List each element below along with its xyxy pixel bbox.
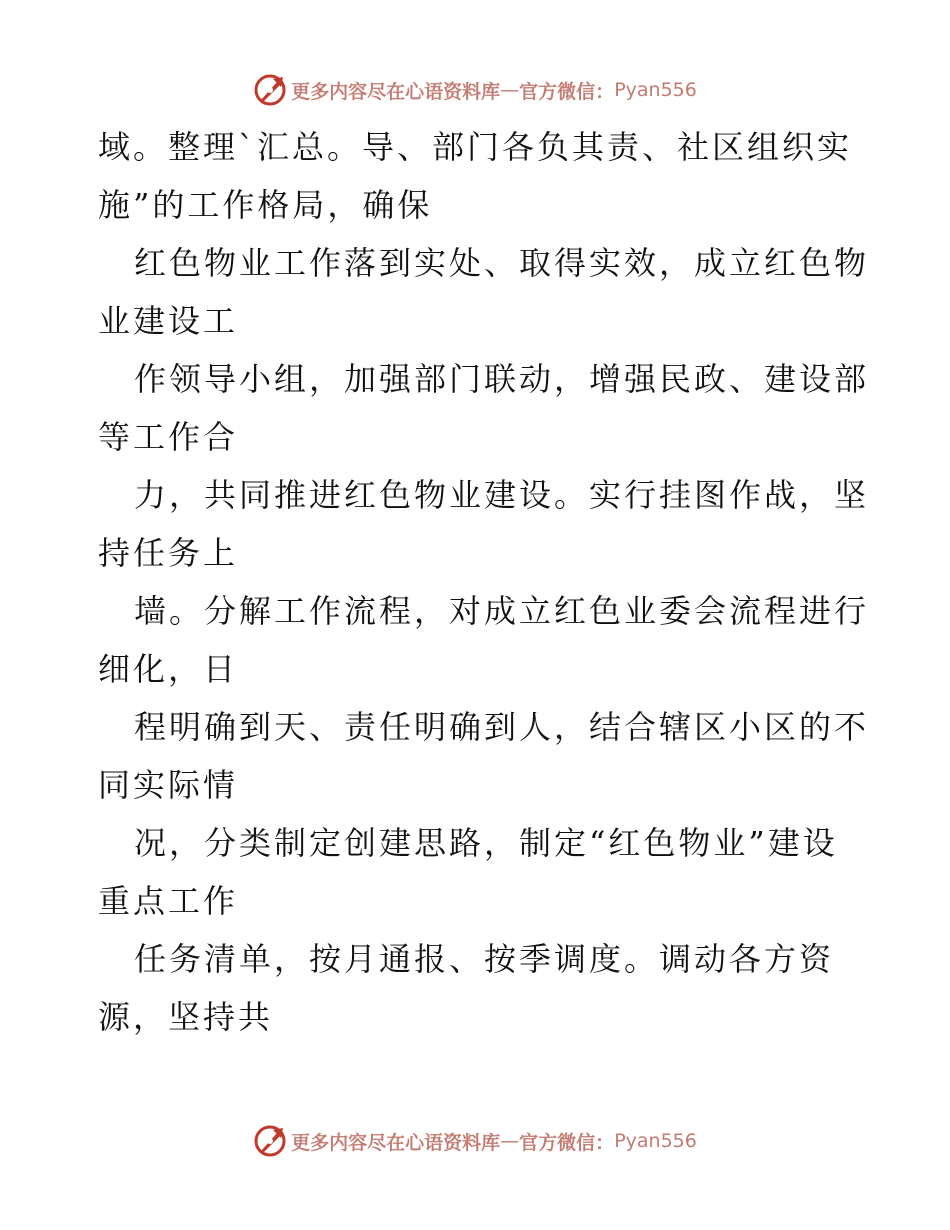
banner-wechat-id: Pyan556 bbox=[614, 1130, 697, 1152]
body-line: 墙。分解工作流程，对成立红色业委会流程进行 bbox=[134, 592, 870, 630]
banner-wechat-id: Pyan556 bbox=[614, 79, 697, 101]
body-line: 业建设工 bbox=[98, 302, 239, 340]
body-line: 细化，日 bbox=[98, 650, 239, 688]
body-line: 作领导小组，加强部门联动，增强民政、建设部 bbox=[134, 360, 870, 398]
banner-slogan: 更多内容尽在心语资料库 bbox=[291, 80, 501, 103]
quill-pen-logo-icon bbox=[253, 73, 287, 107]
footer-banner bbox=[0, 1121, 950, 1161]
banner-dash: — bbox=[500, 1130, 520, 1152]
banner-dash: — bbox=[500, 79, 520, 101]
document-body bbox=[98, 118, 870, 1046]
body-line: 况，分类制定创建思路，制定“红色物业”建设 bbox=[134, 824, 838, 862]
body-line: 源，坚持共 bbox=[98, 998, 274, 1036]
banner-slogan: 更多内容尽在心语资料库 bbox=[291, 1131, 501, 1154]
body-line: 程明确到天、责任明确到人，结合辖区小区的不 bbox=[134, 708, 870, 746]
body-line: 任务清单，按月通报、按季调度。调动各方资 bbox=[134, 940, 835, 978]
quill-pen-logo-icon bbox=[253, 1124, 287, 1158]
banner-wechat-label: 官方微信： bbox=[519, 80, 615, 103]
body-line: 持任务上 bbox=[98, 534, 239, 572]
header-banner bbox=[0, 70, 950, 110]
body-line: 等工作合 bbox=[98, 418, 239, 456]
banner-wechat-label: 官方微信： bbox=[519, 1131, 615, 1154]
body-line: 重点工作 bbox=[98, 882, 239, 920]
body-line: 域。整理`汇总。导、部门各负其责、社区组织实 bbox=[98, 128, 853, 166]
body-line: 施”的工作格局，确保 bbox=[98, 186, 433, 224]
body-line: 同实际情 bbox=[98, 766, 239, 804]
body-line: 力，共同推进红色物业建设。实行挂图作战，坚 bbox=[134, 476, 870, 514]
body-line: 红色物业工作落到实处、取得实效，成立红色物 bbox=[134, 244, 870, 282]
